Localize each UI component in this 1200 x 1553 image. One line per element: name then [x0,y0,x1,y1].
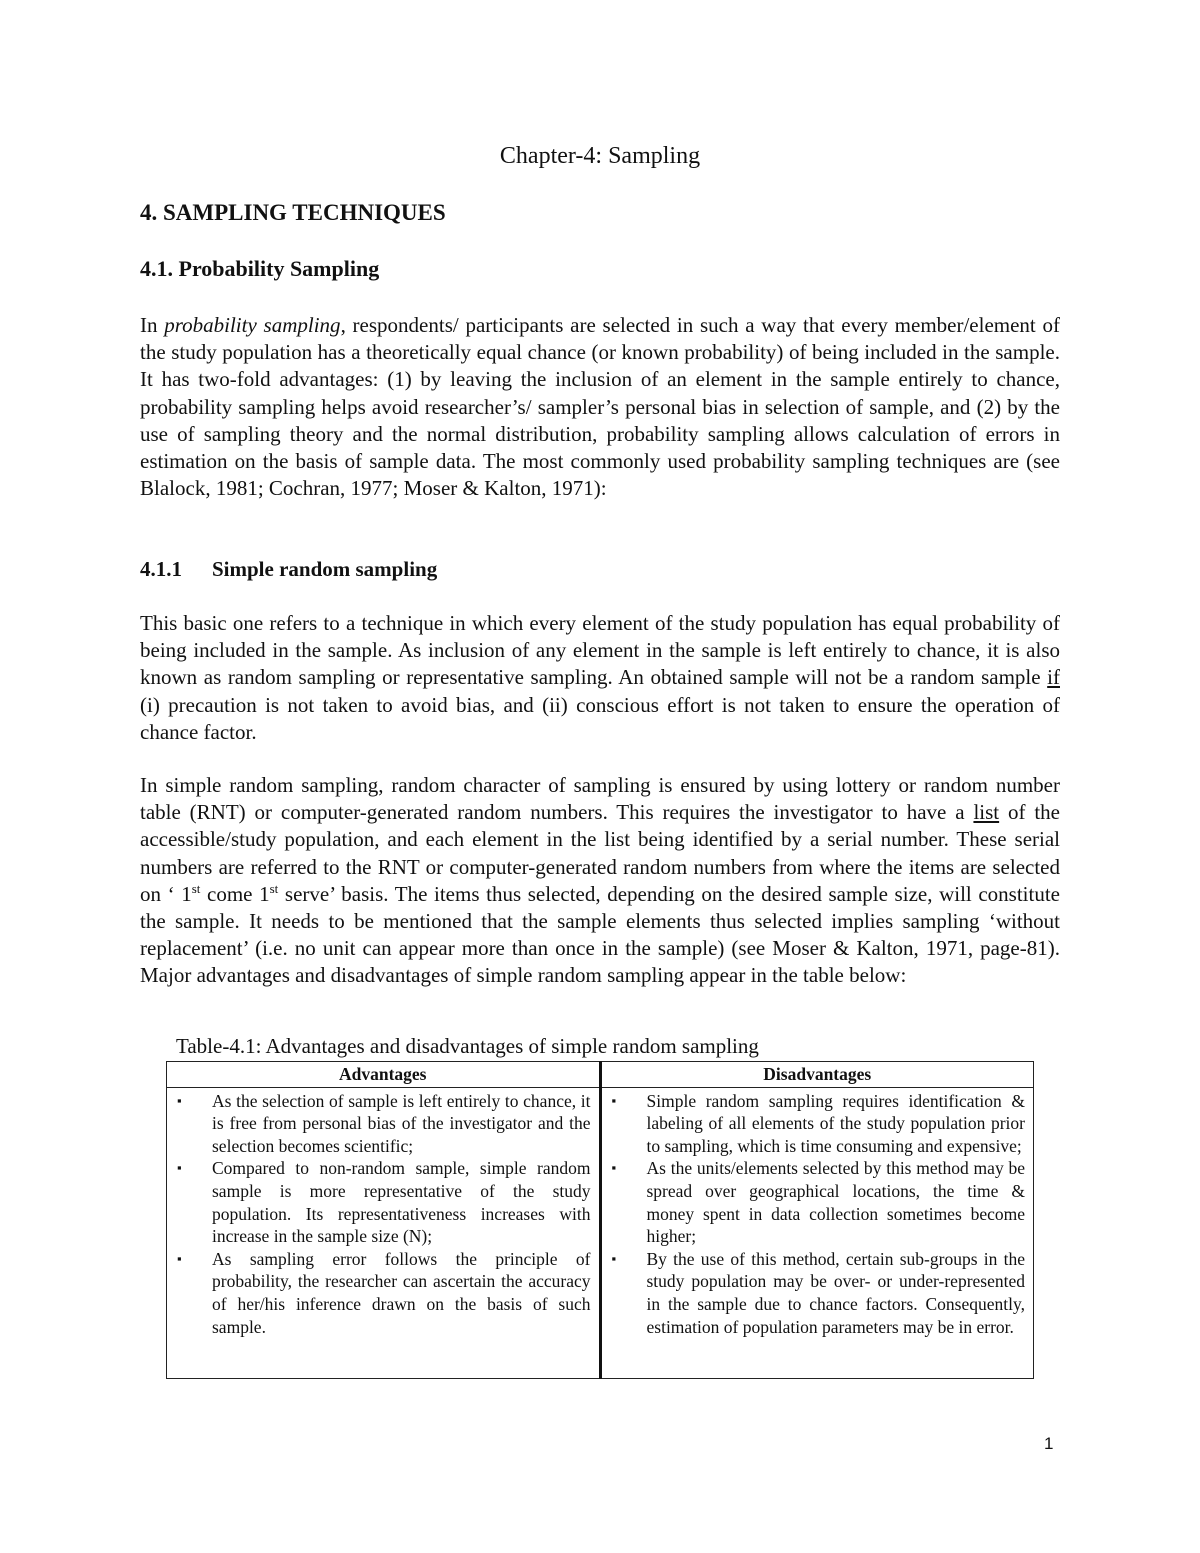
table-row [167,1087,1034,1379]
item-text: By the use of this method, certain sub-groups in the study population may be over- or under-represented in the sample due to chance factors. Consequently, estimation of population parameters may be in error. [646,1248,1025,1337]
table-header-row [167,1062,1034,1088]
superscript: st [269,880,279,896]
bullet-icon: ▪ [611,1092,617,1108]
paragraph-rnt [140,772,1060,990]
paragraph-probability-sampling [140,312,1060,502]
header-advantages: Advantages [167,1062,601,1088]
text: In [140,313,165,337]
bullet-icon: ▪ [177,1160,182,1176]
item-text: As the selection of sample is left entirely to chance, it is free from personal bias of the investigator and the selection becomes scientific; [212,1090,591,1156]
list-item [173,1248,591,1338]
text: come 1 [200,881,270,906]
item-text: Compared to non-random sample, simple random sample is more representative of the study population. Its representativeness increases with increase in the sample size (N); [212,1158,591,1247]
underlined-word: if [1047,665,1060,690]
heading-number: 4.1.1 [140,557,182,581]
advantages-table [166,1061,1034,1379]
list-item [608,1090,1026,1158]
text: , respondents/ participants are selected in such a way that every member/element of the study population has a theoretically equal chance (or known probability) of being included in the sample. It has two-fold advantages: (1) by leaving the inclusion of an element in the sample entirely to chance, probability sampling helps avoid researcher’s/ sampler’s personal bias in selection of sample, and (2) by the use of sampling theory and the normal distribution, probability sampling allows calculation of errors in estimation on the basis of sample data. The most commonly used probability sampling techniques are (see Blalock, 1981; Cochran, 1977; Moser & Kalton, 1971): [140,313,1061,501]
section-heading: 4. SAMPLING TECHNIQUES [140,200,446,225]
list-item [173,1157,591,1247]
bullet-icon: ▪ [611,1160,617,1176]
subsubsection-heading [140,557,437,582]
bullet-icon: ▪ [611,1250,617,1266]
item-text: As the units/elements selected by this method may be spread over geographical locations, the time & money spent in data collection sometimes become higher; [646,1158,1025,1247]
paragraph-simple-random [140,610,1060,746]
heading-title: Simple random sampling [212,557,438,581]
page-number: 1 [1044,1434,1054,1453]
list-item [608,1157,1026,1247]
list-item [173,1090,591,1158]
chapter-title: Chapter-4: Sampling [499,143,701,169]
text: serve’ basis. The items thus selected, depending on the desired sample size, will constitute the sample. It needs to be mentioned that the sample elements thus selected implies sampling ‘without replacement’ (i.e. no unit can appear more than once in the sample) (see Moser & Kalton, 1971, page-81). Major advantages and disadvantages of simple random sampling appear in the table below: [140,881,1061,988]
text: of the accessible/study population, and each element in the list being identified by a serial number. These serial numbers are referred to the RNT or computer-generated random numbers from where the items are selected on ‘ 1 [140,800,1061,906]
italic-term: probability sampling [164,313,341,337]
item-text: Simple random sampling requires identification & labeling of all elements of the study population prior to sampling, which is time consuming and expensive; [646,1090,1025,1156]
underlined-word: list [973,800,1000,825]
bullet-icon: ▪ [177,1092,182,1108]
advantages-cell [167,1087,601,1379]
bullet-icon: ▪ [177,1250,182,1266]
header-disadvantages: Disadvantages [600,1062,1034,1088]
text: (i) precaution is not taken to avoid bias, and (ii) conscious effort is not taken to ensure the operation of chance factor. [140,692,1060,744]
table-caption: Table-4.1: Advantages and disadvantages of simple random sampling [176,1034,759,1058]
text: This basic one refers to a technique in which every element of the study population has equal probability of being included in the sample. As inclusion of any element in the sample is left entirely to chance, it is also known as random sampling or representative sampling. An obtained sample will not be a random sample [140,611,1060,690]
superscript: st [191,880,201,896]
list-item [608,1248,1026,1338]
subsection-heading: 4.1. Probability Sampling [140,256,380,281]
item-text: As sampling error follows the principle of probability, the researcher can ascertain the accuracy of her/his inference drawn on the basis of such sample. [212,1248,591,1337]
disadvantages-cell [600,1087,1034,1379]
text: In simple random sampling, random character of sampling is ensured by using lottery or random number table (RNT) or computer-generated random numbers. This requires the investigator to have a [140,773,1060,825]
